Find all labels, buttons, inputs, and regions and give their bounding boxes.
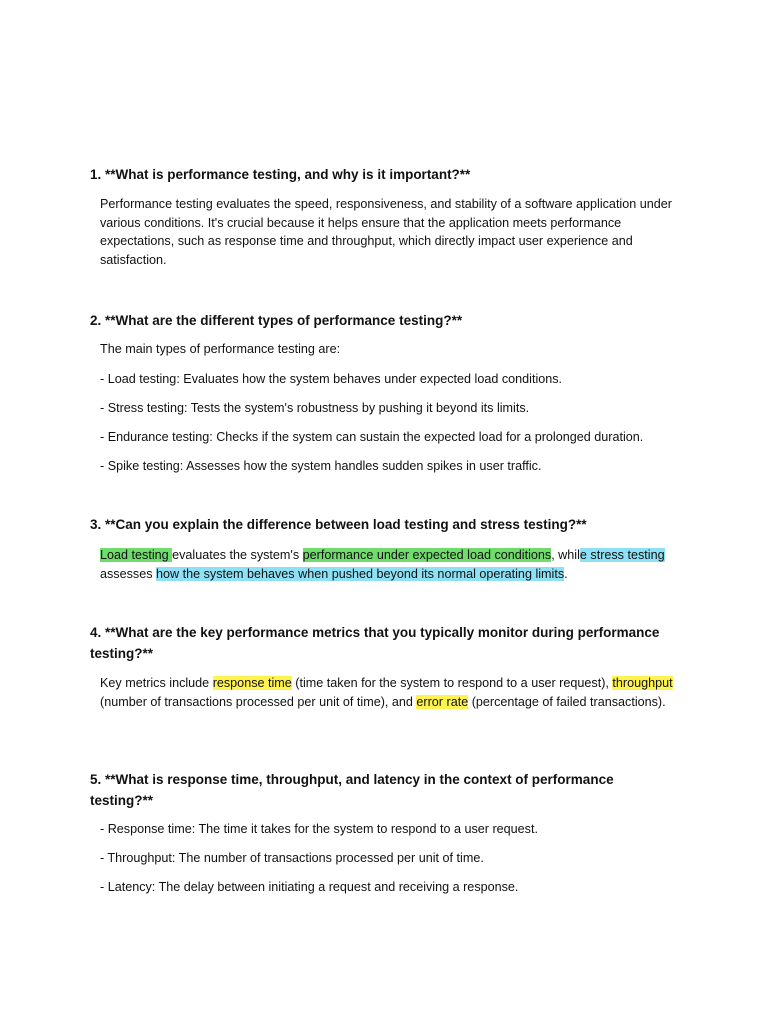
highlight-beyond-limits: how the system behaves when pushed beyond its normal operating limits — [156, 566, 565, 581]
answer-4-paragraph — [90, 674, 696, 711]
question-2-heading: 2. **What are the different types of performance testing?** — [90, 313, 463, 328]
list-item-throughput: - Throughput: The number of transactions processed per unit of time. — [100, 851, 484, 865]
answer-4-text-c: (number of transactions processed per unit of time), and — [100, 694, 417, 709]
highlight-response-time: response time — [212, 676, 292, 690]
list-item-response-time: - Response time: The time it takes for the system to respond to a user request. — [100, 822, 538, 836]
list-item-spike-testing: - Spike testing: Assesses how the system handles sudden spikes in user traffic. — [100, 459, 542, 473]
list-item-endurance-testing: - Endurance testing: Checks if the system can sustain the expected load for a prolonged duration. — [100, 430, 644, 444]
highlight-stress-testing: e stress testing — [579, 548, 665, 562]
list-item-load-testing: - Load testing: Evaluates how the system behaves under expected load conditions. — [100, 372, 563, 386]
highlight-performance-under-load: performance under expected load conditions — [302, 548, 552, 562]
answer-4-text-d: (percentage of failed transactions). — [468, 694, 666, 709]
answer-3-text-a: evaluates the system's — [172, 548, 303, 562]
answer-3-text-d: . — [564, 566, 568, 581]
question-4-heading: 4. **What are the key performance metrics that you typically monitor during performance testing?** — [90, 625, 660, 661]
highlight-error-rate: error rate — [416, 694, 469, 709]
list-item-stress-testing: - Stress testing: Tests the system's robustness by pushing it beyond its limits. — [100, 401, 530, 415]
answer-3-paragraph — [90, 546, 696, 583]
answer-4-text-a: Key metrics include — [100, 676, 213, 690]
question-3-heading: 3. **Can you explain the difference between load testing and stress testing?** — [90, 517, 587, 532]
answer-3-text-b: , whil — [551, 548, 580, 562]
highlight-load-testing: Load testing — [100, 548, 173, 562]
question-1-heading: 1. **What is performance testing, and why is it important?** — [90, 167, 471, 182]
highlight-throughput: throughput — [612, 676, 673, 690]
answer-3-text-c: assesses — [100, 566, 156, 581]
answer-1-paragraph: Performance testing evaluates the speed, responsiveness, and stability of a software application under various conditions. It's crucial because it helps ensure that the application meets performance expectations, such as response time and throughput, which directly impact user experience and satisfaction. — [100, 197, 672, 267]
answer-4-text-b: (time taken for the system to respond to a user request), — [291, 676, 613, 690]
question-5-heading: 5. **What is response time, throughput, and latency in the context of performance testing?** — [90, 772, 614, 808]
answer-2-intro: The main types of performance testing are: — [100, 342, 341, 356]
list-item-latency: - Latency: The delay between initiating a request and receiving a response. — [100, 880, 519, 894]
